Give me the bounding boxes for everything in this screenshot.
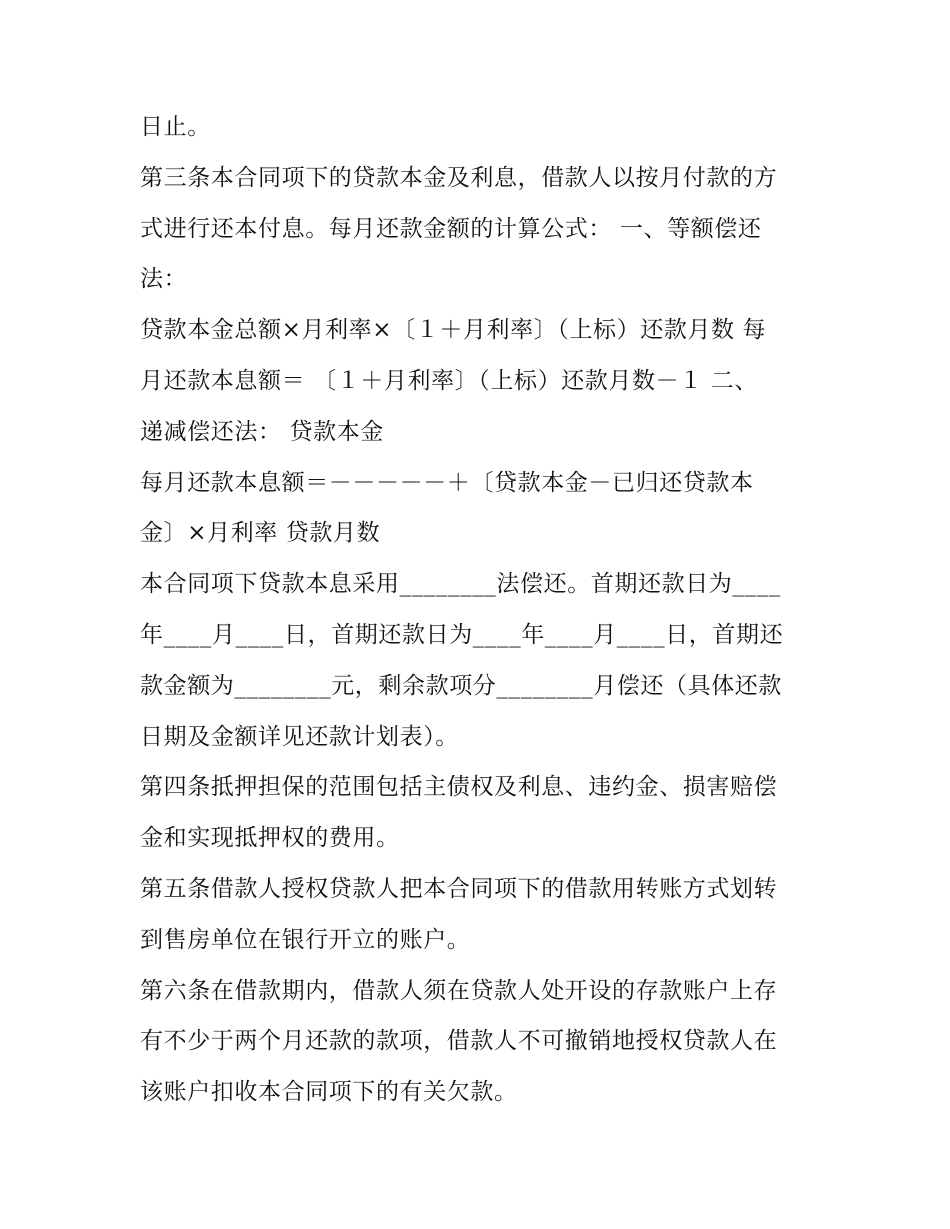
text-line: 第六条在借款期内，借款人须在贷款人处开设的存款账户上存 [140,977,778,1004]
text-line: 式进行还本付息。每月还款金额的计算公式： 一、等额偿还 [140,215,762,242]
text-line: 法： [140,266,188,293]
text-line: 到售房单位在银行开立的账户。 [140,926,471,953]
text-line: 递减偿还法： 贷款本金 [140,418,384,445]
text-line: 金〕×月利率 贷款月数 [140,520,381,547]
text-line: 金和实现抵押权的费用。 [140,825,400,852]
text-line: 款金额为________元，剩余款项分________月偿还（具体还款 [140,672,782,699]
text-line: 贷款本金总额×月利率×〔１＋月利率〕（上标）还款月数 每 [140,317,767,344]
text-line: 每月还款本息额＝－－－－－＋〔贷款本金－已归还贷款本 [140,469,754,496]
text-line: 第三条本合同项下的贷款本金及利息，借款人以按月付款的方 [140,164,778,191]
document-body [140,102,812,1118]
text-line: 日止。 [140,114,211,140]
text-line: 本合同项下贷款本息采用________法偿还。首期还款日为____ [140,571,781,598]
text-line: 该账户扣收本合同项下的有关欠款。 [140,1079,518,1106]
text-line: 第四条抵押担保的范围包括主债权及利息、违约金、损害赔偿 [140,774,778,801]
text-line: 有不少于两个月还款的款项，借款人不可撤销地授权贷款人在 [140,1028,778,1055]
text-line: 日期及金额详见还款计划表）。 [140,723,459,750]
text-line: 第五条借款人授权贷款人把本合同项下的借款用转账方式划转 [140,875,778,902]
text-line: 年____月____日，首期还款日为____年____月____日，首期还 [140,621,784,648]
text-line: 月还款本息额＝ 〔１＋月利率〕（上标）还款月数－１ 二、 [140,367,758,394]
